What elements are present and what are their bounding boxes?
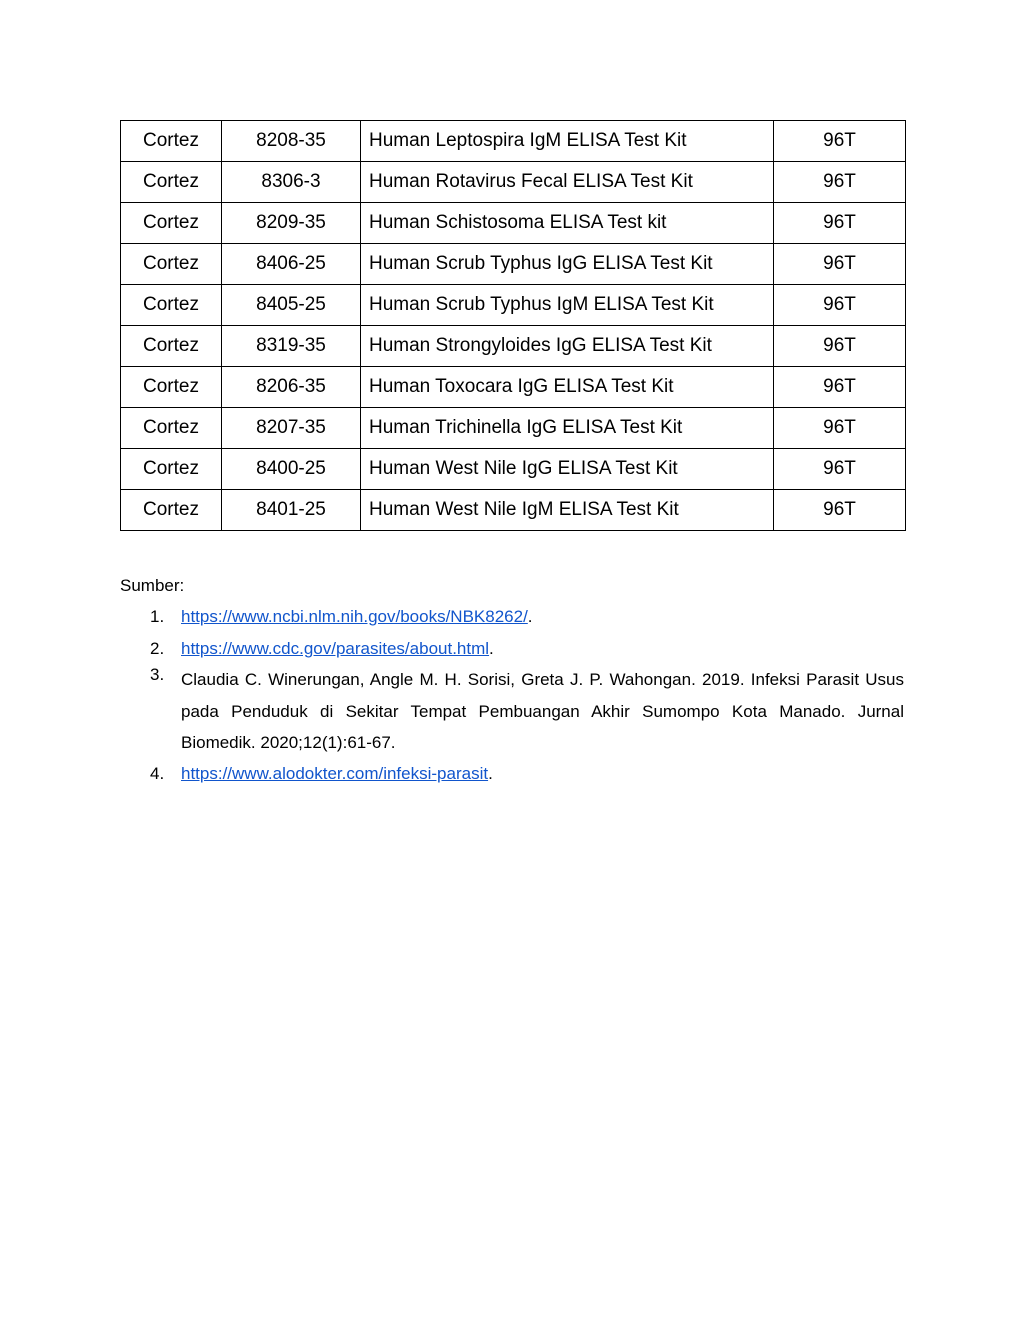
brand-cell: Cortez <box>121 326 222 367</box>
reference-citation-text: Claudia C. Winerungan, Angle M. H. Sorisi, Greta J. P. Wahongan. 2019. Infeksi Parasit Usus pada Penduduk di Sekitar Tempat Pembuangan Akhir Sumompo Kota Manado. Jurnal Biomedik. 2020;12(1):61-67. <box>181 670 904 752</box>
brand-cell: Cortez <box>121 408 222 449</box>
reference-suffix: . <box>527 607 533 626</box>
reference-item <box>120 606 904 628</box>
catalog-number-cell: 8405-25 <box>222 285 361 326</box>
size-cell: 96T <box>774 285 906 326</box>
catalog-number-cell: 8319-35 <box>222 326 361 367</box>
reference-item <box>120 664 904 759</box>
size-cell: 96T <box>774 326 906 367</box>
reference-number: 2. <box>150 638 165 658</box>
reference-link-alodokter[interactable]: https://www.alodokter.com/infeksi-parasit <box>181 764 489 783</box>
table-row <box>121 490 906 531</box>
brand-cell: Cortez <box>121 285 222 326</box>
size-cell: 96T <box>774 449 906 490</box>
product-name-cell: Human Scrub Typhus IgG ELISA Test Kit <box>361 244 774 285</box>
table-row <box>121 285 906 326</box>
brand-cell: Cortez <box>121 449 222 490</box>
catalog-number-cell: 8206-35 <box>222 367 361 408</box>
reference-list <box>120 606 904 785</box>
product-name-cell: Human Trichinella IgG ELISA Test Kit <box>361 408 774 449</box>
table-row <box>121 244 906 285</box>
table-row <box>121 121 906 162</box>
table-row <box>121 367 906 408</box>
catalog-number-cell: 8209-35 <box>222 203 361 244</box>
product-name-cell: Human Rotavirus Fecal ELISA Test Kit <box>361 162 774 203</box>
catalog-number-cell: 8406-25 <box>222 244 361 285</box>
table-row <box>121 203 906 244</box>
reference-link-ncbi[interactable]: https://www.ncbi.nlm.nih.gov/books/NBK8262/ <box>181 607 528 626</box>
reference-item <box>120 638 904 660</box>
size-cell: 96T <box>774 367 906 408</box>
size-cell: 96T <box>774 244 906 285</box>
table-row <box>121 449 906 490</box>
size-cell: 96T <box>774 121 906 162</box>
reference-suffix: . <box>489 638 494 658</box>
size-cell: 96T <box>774 490 906 531</box>
catalog-number-cell: 8208-35 <box>222 121 361 162</box>
product-table <box>120 120 906 531</box>
table-row <box>121 162 906 203</box>
reference-number: 1. <box>150 607 165 626</box>
table-row <box>121 408 906 449</box>
size-cell: 96T <box>774 162 906 203</box>
reference-item <box>120 763 904 785</box>
product-name-cell: Human Scrub Typhus IgM ELISA Test Kit <box>361 285 774 326</box>
catalog-number-cell: 8306-3 <box>222 162 361 203</box>
catalog-number-cell: 8400-25 <box>222 449 361 490</box>
brand-cell: Cortez <box>121 121 222 162</box>
sources-heading: Sumber: <box>120 576 185 595</box>
size-cell: 96T <box>774 203 906 244</box>
reference-number: 4. <box>150 764 165 783</box>
product-name-cell: Human Leptospira IgM ELISA Test Kit <box>361 121 774 162</box>
sources-section <box>120 575 904 795</box>
size-cell: 96T <box>774 408 906 449</box>
brand-cell: Cortez <box>121 367 222 408</box>
reference-suffix: . <box>488 764 493 783</box>
reference-number: 3. <box>150 665 165 684</box>
product-name-cell: Human Strongyloides IgG ELISA Test Kit <box>361 326 774 367</box>
table-row <box>121 326 906 367</box>
reference-link-cdc[interactable]: https://www.cdc.gov/parasites/about.html <box>181 638 490 658</box>
brand-cell: Cortez <box>121 490 222 531</box>
product-name-cell: Human West Nile IgG ELISA Test Kit <box>361 449 774 490</box>
brand-cell: Cortez <box>121 203 222 244</box>
catalog-number-cell: 8401-25 <box>222 490 361 531</box>
brand-cell: Cortez <box>121 162 222 203</box>
product-name-cell: Human Toxocara IgG ELISA Test Kit <box>361 367 774 408</box>
product-name-cell: Human West Nile IgM ELISA Test Kit <box>361 490 774 531</box>
catalog-number-cell: 8207-35 <box>222 408 361 449</box>
brand-cell: Cortez <box>121 244 222 285</box>
product-name-cell: Human Schistosoma ELISA Test kit <box>361 203 774 244</box>
